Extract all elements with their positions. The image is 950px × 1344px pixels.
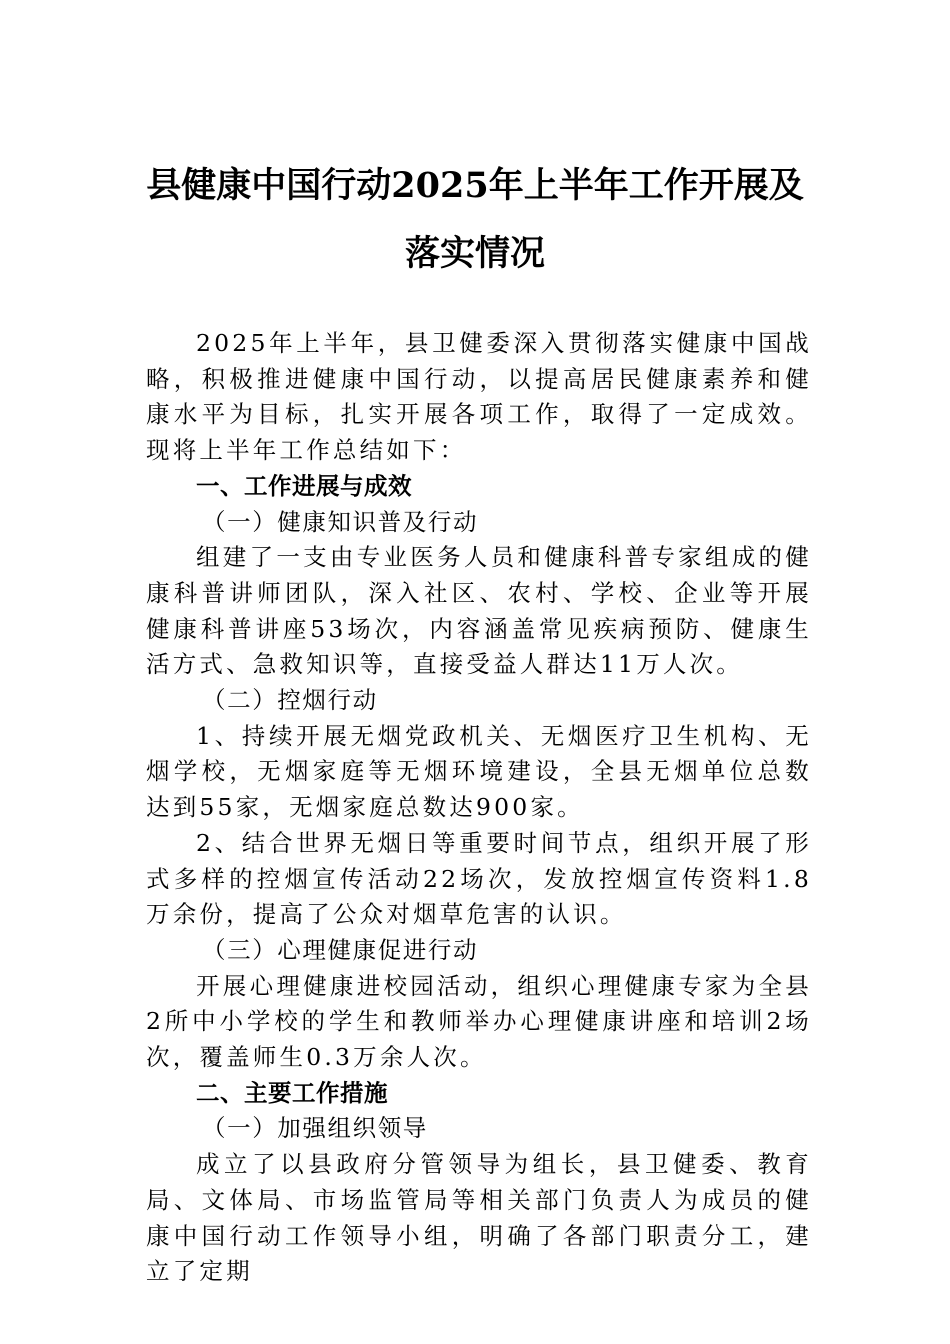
- document-body: [146, 326, 812, 1290]
- section-1-heading: 一、工作进展与成效: [196, 471, 412, 500]
- section-1-sub-1-paragraph: 组建了一支由专业医务人员和健康科普专家组成的健康科普讲师团队，深入社区、农村、学校、企业等开展健康科普讲座53场次，内容涵盖常见疾病预防、健康生活方式、急救知识等，直接受益人群达11万人次。: [146, 543, 812, 679]
- section-1-sub-2-paragraph-2: 2、结合世界无烟日等重要时间节点，组织开展了形式多样的控烟宣传活动22场次，发放控烟宣传资料1.8万余份，提高了公众对烟草危害的认识。: [146, 828, 812, 929]
- section-1-sub-3-heading: （三）心理健康促进行动: [202, 935, 479, 964]
- document-title-line-1: 县健康中国行动2025年上半年工作开展及: [146, 165, 804, 206]
- section-1-sub-2-paragraph-1: 1、持续开展无烟党政机关、无烟医疗卫生机构、无烟学校，无烟家庭等无烟环境建设，全县无烟单位总数达到55家，无烟家庭总数达900家。: [146, 721, 812, 822]
- intro-paragraph: 2025年上半年，县卫健委深入贯彻落实健康中国战略，积极推进健康中国行动，以提高居民健康素养和健康水平为目标，扎实开展各项工作，取得了一定成效。现将上半年工作总结如下：: [146, 329, 812, 465]
- section-2-heading: 二、主要工作措施: [196, 1078, 388, 1107]
- section-1-sub-1-heading: （一）健康知识普及行动: [202, 507, 479, 536]
- section-2-sub-1-paragraph: 成立了以县政府分管领导为组长，县卫健委、教育局、文体局、市场监管局等相关部门负责人为成员的健康中国行动工作领导小组，明确了各部门职责分工，建立了定期: [146, 1150, 812, 1286]
- section-2-sub-1-heading: （一）加强组织领导: [202, 1114, 428, 1143]
- section-1-sub-2-heading: （二）控烟行动: [202, 686, 378, 715]
- section-1-sub-3-paragraph: 开展心理健康进校园活动，组织心理健康专家为全县2所中小学校的学生和教师举办心理健康讲座和培训2场次，覆盖师生0.3万余人次。: [146, 971, 812, 1072]
- document-title-line-2: 落实情况: [404, 233, 545, 274]
